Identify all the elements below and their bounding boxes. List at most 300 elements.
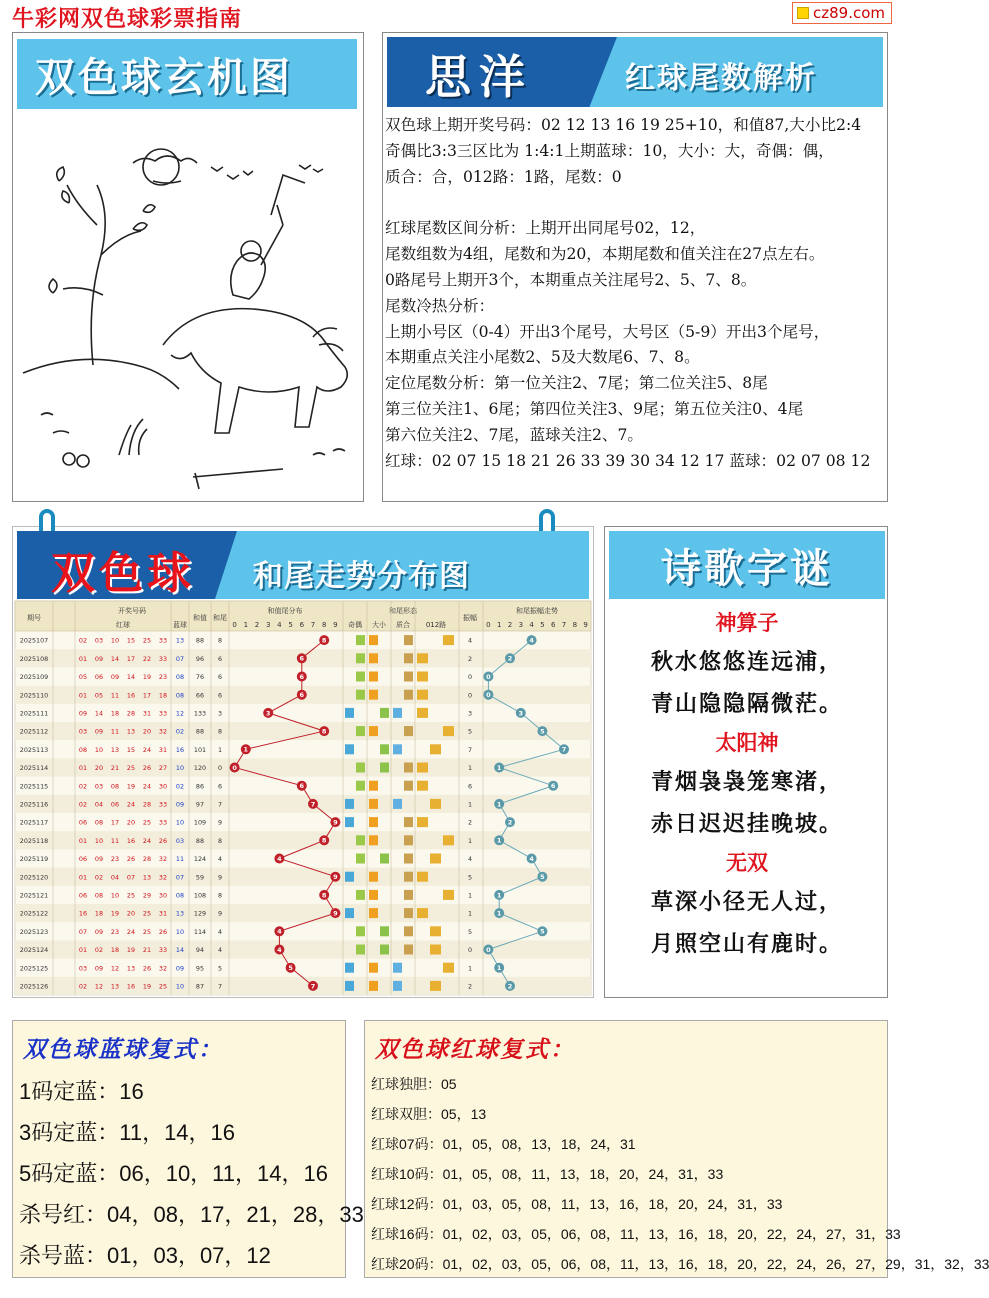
cell-red-ball: 09 xyxy=(94,727,104,736)
cell-tail: 4 xyxy=(217,855,223,864)
cell-red-ball: 19 xyxy=(110,909,120,918)
cell-amp: 4 xyxy=(467,855,473,864)
list-item: 红球双胆：05，13 xyxy=(371,1106,487,1122)
cell-amp: 1 xyxy=(467,764,473,773)
amp-ball-label: 5 xyxy=(540,727,545,736)
tail-ball-label: 7 xyxy=(310,982,316,991)
cell-odd-even-mark xyxy=(356,854,365,864)
cell-red-ball: 01 xyxy=(78,873,88,882)
analysis-line: 尾数冷热分析： xyxy=(385,296,495,315)
cell-big-small-mark xyxy=(369,908,378,918)
cell-sum: 59 xyxy=(195,873,205,882)
cell-big-small-mark xyxy=(369,781,378,791)
mystery-picture-panel xyxy=(12,32,364,502)
tail-ball-label: 4 xyxy=(277,945,282,954)
cell-big-small-mark xyxy=(369,835,378,845)
cell-period: 2025113 xyxy=(19,745,49,754)
cell-red-ball: 22 xyxy=(142,654,152,663)
cell-red-ball: 08 xyxy=(110,782,120,791)
cell-prime-mark xyxy=(404,690,413,700)
cell-big-small-mark xyxy=(380,854,389,864)
amp-ball-label: 1 xyxy=(496,891,502,900)
cell-red-ball: 13 xyxy=(126,727,136,736)
analysis-line: 红球尾数区间分析：上期开出同尾号02，12， xyxy=(385,219,706,238)
cell-road-mark xyxy=(430,926,441,936)
amp-ball-label: 5 xyxy=(540,873,545,882)
analysis-line: 定位尾数分析：第一位关注2、7尾；第二位关注5、8尾 xyxy=(385,374,768,393)
cell-red-ball: 18 xyxy=(94,909,104,918)
cell-odd-even-mark xyxy=(356,726,365,736)
cell-red-ball: 25 xyxy=(142,927,152,936)
cell-prime-mark xyxy=(404,635,413,645)
cell-tail: 6 xyxy=(217,654,223,663)
cell-period: 2025108 xyxy=(19,654,49,663)
logo-square-icon xyxy=(797,7,809,19)
poem-panel-title: 诗歌字谜 xyxy=(609,531,885,599)
cell-red-ball: 11 xyxy=(110,727,120,736)
trend-table xyxy=(13,601,593,997)
cell-prime-mark xyxy=(404,817,413,827)
cell-red-ball: 03 xyxy=(94,782,104,791)
amp-ball-label: 4 xyxy=(529,854,534,863)
cell-red-ball: 06 xyxy=(94,673,104,682)
cell-odd-even-mark xyxy=(356,672,365,682)
cell-sum: 94 xyxy=(195,946,205,955)
col-header-sum: 和值 xyxy=(193,614,207,622)
cell-blue-ball: 12 xyxy=(175,709,185,718)
digit-header: 5 xyxy=(540,621,545,629)
cell-tail: 4 xyxy=(217,946,223,955)
tree-icon xyxy=(63,185,141,365)
cell-blue-ball: 10 xyxy=(175,982,185,991)
cell-red-ball: 06 xyxy=(78,891,88,900)
red-compound-title: 双色球红球复式： xyxy=(375,1036,575,1063)
digit-header: 4 xyxy=(277,621,282,629)
poem-line: 草深小径无人过， xyxy=(650,889,843,915)
col-header-prime: 质合 xyxy=(396,621,410,629)
analysis-line: 奇偶比3:3三区比为 1:4:1上期蓝球：10，大小：大，奇偶：偶， xyxy=(385,141,834,160)
analysis-line: 上期小号区（0-4）开出3个尾号，大号区（5-9）开出3个尾号， xyxy=(385,322,830,341)
cell-red-ball: 19 xyxy=(142,982,152,991)
amp-ball-label: 2 xyxy=(507,982,513,991)
analysis-subtitle: 红球尾数解析 xyxy=(625,61,817,96)
cell-red-ball: 24 xyxy=(142,745,152,754)
cell-sum: 88 xyxy=(195,836,205,845)
cell-tail: 4 xyxy=(217,927,223,936)
cell-tail: 1 xyxy=(217,745,223,754)
list-item: 红球10码：01，05，08，11，13，18，20，24，31，33 xyxy=(371,1166,724,1182)
cell-prime-mark xyxy=(404,854,413,864)
cell-period: 2025116 xyxy=(19,800,49,809)
cell-big-small-mark xyxy=(369,872,378,882)
cell-red-ball: 28 xyxy=(142,855,152,864)
cell-red-ball: 18 xyxy=(158,691,168,700)
cell-red-ball: 18 xyxy=(110,709,120,718)
cell-red-ball: 09 xyxy=(78,709,88,718)
cell-road-mark xyxy=(443,835,454,845)
tail-ball-label: 4 xyxy=(277,854,282,863)
cell-red-ball: 16 xyxy=(78,909,88,918)
analysis-line: 0路尾号上期开3个，本期重点关注尾号2、5、7、8。 xyxy=(385,270,757,289)
cell-big-small-mark xyxy=(369,635,378,645)
cell-red-ball: 09 xyxy=(94,964,104,973)
cell-big-small-mark xyxy=(369,963,378,973)
cell-red-ball: 03 xyxy=(78,964,88,973)
cell-red-ball: 13 xyxy=(110,745,120,754)
cell-sum: 120 xyxy=(193,764,207,773)
tail-analysis-panel xyxy=(382,32,888,502)
cell-red-ball: 01 xyxy=(78,836,88,845)
amp-ball-label: 1 xyxy=(496,800,502,809)
amp-ball-label: 0 xyxy=(486,672,491,681)
col-header-amp: 振幅 xyxy=(463,614,477,622)
blue-compound-list xyxy=(19,1071,364,1276)
cell-amp: 5 xyxy=(467,927,473,936)
digit-header: 3 xyxy=(518,621,524,629)
cell-amp: 2 xyxy=(467,818,473,827)
digit-header: 0 xyxy=(486,621,491,629)
cell-odd-even-mark xyxy=(356,763,365,773)
cell-sum: 108 xyxy=(193,891,207,900)
tail-ball-label: 8 xyxy=(321,836,327,845)
cell-red-ball: 24 xyxy=(142,782,152,791)
cell-red-ball: 33 xyxy=(158,636,168,645)
cell-amp: 7 xyxy=(467,745,473,754)
cell-red-ball: 12 xyxy=(94,982,104,991)
cell-red-ball: 09 xyxy=(94,855,104,864)
cell-red-ball: 01 xyxy=(78,946,88,955)
cell-odd-even-mark xyxy=(345,981,354,991)
cell-road-mark xyxy=(430,981,441,991)
cell-sum: 87 xyxy=(195,982,205,991)
cell-red-ball: 32 xyxy=(158,873,168,882)
analysis-line: 第三位关注1、6尾；第四位关注3、9尾；第五位关注0、4尾 xyxy=(385,399,804,418)
tail-ball-label: 7 xyxy=(310,800,316,809)
cell-red-ball: 24 xyxy=(126,800,136,809)
amp-ball-label: 0 xyxy=(486,691,491,700)
cell-red-ball: 30 xyxy=(158,891,168,900)
digit-header: 4 xyxy=(529,621,534,629)
cell-odd-even-mark xyxy=(356,945,365,955)
amp-ball-label: 1 xyxy=(496,964,502,973)
cell-red-ball: 09 xyxy=(94,927,104,936)
mystery-picture-sketch xyxy=(13,115,363,501)
cell-tail: 0 xyxy=(217,764,223,773)
tail-ball-label: 3 xyxy=(265,709,271,718)
analysis-line: 质合：合，012路：1路，尾数：0 xyxy=(385,167,622,186)
cell-red-ball: 02 xyxy=(78,636,88,645)
cell-period: 2025120 xyxy=(19,873,49,882)
cell-big-small-mark xyxy=(380,945,389,955)
cell-period: 2025111 xyxy=(19,709,49,718)
cell-amp: 4 xyxy=(467,636,473,645)
cell-red-ball: 19 xyxy=(126,946,136,955)
cell-red-ball: 28 xyxy=(126,709,136,718)
cell-road-mark xyxy=(417,690,428,700)
digit-header: 2 xyxy=(254,621,260,629)
cell-sum: 124 xyxy=(193,855,207,864)
cell-tail: 9 xyxy=(217,873,223,882)
poem-heading: 无双 xyxy=(726,850,768,875)
cell-red-ball: 24 xyxy=(142,836,152,845)
analysis-author: 思洋 xyxy=(425,50,533,104)
site-logo-link[interactable] xyxy=(792,2,892,24)
cell-red-ball: 33 xyxy=(158,709,168,718)
cell-odd-even-mark xyxy=(356,690,365,700)
cell-red-ball: 26 xyxy=(142,764,152,773)
cell-prime-mark xyxy=(404,653,413,663)
cell-road-mark xyxy=(417,708,428,718)
cell-red-ball: 17 xyxy=(142,691,152,700)
col-header-red: 红球 xyxy=(116,621,130,629)
tail-ball-label: 8 xyxy=(321,727,327,736)
analysis-line: 第六位关注2、7尾，蓝球关注2、7。 xyxy=(385,425,643,444)
cell-big-small-mark xyxy=(369,672,378,682)
cell-red-ball: 20 xyxy=(142,727,152,736)
cell-blue-ball: 10 xyxy=(175,927,185,936)
col-header-tail: 和尾 xyxy=(213,614,227,622)
cell-prime-mark xyxy=(404,872,413,882)
cell-red-ball: 25 xyxy=(142,636,152,645)
cell-sum: 133 xyxy=(193,709,207,718)
cell-road-mark xyxy=(430,744,441,754)
tail-ball-label: 1 xyxy=(243,745,249,754)
cell-red-ball: 21 xyxy=(142,946,152,955)
col-header-tail-dist: 和值尾分布 xyxy=(267,607,303,615)
cell-blue-ball: 08 xyxy=(175,691,185,700)
cell-red-ball: 08 xyxy=(94,891,104,900)
cell-amp: 2 xyxy=(467,654,473,663)
digit-header: 9 xyxy=(583,621,588,629)
cell-amp: 1 xyxy=(467,964,473,973)
cell-red-ball: 15 xyxy=(126,745,136,754)
cell-amp: 5 xyxy=(467,727,473,736)
cell-prime-mark xyxy=(393,799,402,809)
cell-odd-even-mark xyxy=(356,653,365,663)
poem-heading: 太阳神 xyxy=(715,730,779,755)
cell-blue-ball: 13 xyxy=(175,636,185,645)
cell-red-ball: 03 xyxy=(94,636,104,645)
cell-period: 2025109 xyxy=(19,673,49,682)
red-compound-list xyxy=(371,1069,989,1279)
cell-road-mark xyxy=(430,854,441,864)
cell-red-ball: 03 xyxy=(78,727,88,736)
cell-odd-even-mark xyxy=(356,781,365,791)
cell-red-ball: 06 xyxy=(78,818,88,827)
cell-tail: 6 xyxy=(217,691,223,700)
cell-red-ball: 15 xyxy=(126,636,136,645)
cell-red-ball: 13 xyxy=(126,964,136,973)
cell-odd-even-mark xyxy=(345,908,354,918)
col-header-road: 012路 xyxy=(425,621,447,629)
cell-road-mark xyxy=(417,672,428,682)
cell-big-small-mark xyxy=(380,926,389,936)
cell-blue-ball: 13 xyxy=(175,909,185,918)
analysis-line: 尾数组数为4组，尾数和为20，本期尾数和值关注在27点左右。 xyxy=(385,245,825,264)
tail-ball-label: 6 xyxy=(299,691,305,700)
cell-prime-mark xyxy=(404,781,413,791)
cell-red-ball: 09 xyxy=(94,654,104,663)
cell-tail: 9 xyxy=(217,818,223,827)
cell-prime-mark xyxy=(404,890,413,900)
cell-road-mark xyxy=(430,945,441,955)
list-item: 红球12码：01，03，05，08，11，13，16，18，20，24，31，33 xyxy=(371,1196,783,1212)
analysis-line: 红球：02 07 15 18 21 26 33 39 30 34 12 17 蓝球：02 07 08 12 xyxy=(385,451,871,470)
digit-header: 3 xyxy=(265,621,271,629)
cell-red-ball: 26 xyxy=(142,964,152,973)
cell-red-ball: 06 xyxy=(78,855,88,864)
list-item: 3码定蓝：11，14，16 xyxy=(19,1120,236,1145)
cell-blue-ball: 16 xyxy=(175,745,185,754)
cell-blue-ball: 14 xyxy=(175,946,185,955)
cell-red-ball: 14 xyxy=(110,654,120,663)
cell-road-mark xyxy=(417,781,428,791)
analysis-text xyxy=(385,113,885,474)
digit-header: 8 xyxy=(321,621,327,629)
cell-red-ball: 05 xyxy=(94,691,104,700)
cell-amp: 1 xyxy=(467,800,473,809)
tail-ball-label: 6 xyxy=(299,782,305,791)
tail-ball-label: 9 xyxy=(333,818,338,827)
cell-road-mark xyxy=(417,763,428,773)
list-item: 杀号蓝：01，03，07，12 xyxy=(19,1243,271,1268)
cell-blue-ball: 08 xyxy=(175,891,185,900)
digit-header: 1 xyxy=(496,621,502,629)
cell-big-small-mark xyxy=(380,763,389,773)
cell-period: 2025125 xyxy=(19,964,49,973)
cell-red-ball: 11 xyxy=(110,691,120,700)
cell-tail: 8 xyxy=(217,891,223,900)
cell-road-mark xyxy=(417,872,428,882)
amp-ball-label: 6 xyxy=(550,782,556,791)
cell-road-mark xyxy=(443,963,454,973)
cell-tail: 7 xyxy=(217,800,223,809)
cell-red-ball: 31 xyxy=(158,745,168,754)
cell-amp: 1 xyxy=(467,836,473,845)
cell-road-mark xyxy=(443,726,454,736)
cell-red-ball: 23 xyxy=(110,927,120,936)
cell-odd-even-mark xyxy=(356,926,365,936)
cell-odd-even-mark xyxy=(345,963,354,973)
cell-period: 2025124 xyxy=(19,946,49,955)
cell-amp: 3 xyxy=(467,709,473,718)
cell-red-ball: 24 xyxy=(126,927,136,936)
cell-tail: 8 xyxy=(217,636,223,645)
amp-ball-label: 2 xyxy=(507,818,513,827)
cell-prime-mark xyxy=(404,945,413,955)
cell-red-ball: 16 xyxy=(126,982,136,991)
trend-banner xyxy=(17,531,589,599)
cell-red-ball: 02 xyxy=(78,782,88,791)
tail-ball-label: 8 xyxy=(321,891,327,900)
cell-red-ball: 01 xyxy=(78,654,88,663)
cell-red-ball: 07 xyxy=(126,873,136,882)
cell-tail: 8 xyxy=(217,836,223,845)
cell-blue-ball: 07 xyxy=(175,654,185,663)
cell-red-ball: 02 xyxy=(78,982,88,991)
cell-sum: 88 xyxy=(195,636,205,645)
poem-line: 青山隐隐隔微茫。 xyxy=(650,691,843,717)
cell-sum: 88 xyxy=(195,727,205,736)
cell-red-ball: 06 xyxy=(110,800,120,809)
trend-subtitle: 和尾走势分布图 xyxy=(253,559,470,594)
cell-odd-even-mark xyxy=(356,835,365,845)
cell-red-ball: 19 xyxy=(126,782,136,791)
cell-red-ball: 17 xyxy=(110,818,120,827)
page-title: 牛彩网双色球彩票指南 xyxy=(12,6,243,32)
moon-icon xyxy=(143,149,179,185)
cell-red-ball: 33 xyxy=(158,946,168,955)
list-item: 杀号红：04，08，17，21，28，33 xyxy=(19,1202,364,1227)
cell-tail: 9 xyxy=(217,909,223,918)
list-item: 5码定蓝：06，10，11，14，16 xyxy=(19,1161,328,1186)
cell-red-ball: 20 xyxy=(126,909,136,918)
cell-prime-mark xyxy=(404,763,413,773)
cell-red-ball: 30 xyxy=(158,782,168,791)
cell-red-ball: 09 xyxy=(110,673,120,682)
cell-red-ball: 25 xyxy=(126,764,136,773)
analysis-line: 本期重点关注小尾数2、5及大数尾6、7、8。 xyxy=(385,348,700,367)
cell-red-ball: 20 xyxy=(94,764,104,773)
poem-line: 秋水悠悠连远浦， xyxy=(650,649,843,675)
tail-ball-label: 6 xyxy=(299,654,305,663)
cell-prime-mark xyxy=(404,835,413,845)
amp-ball-label: 4 xyxy=(529,636,534,645)
cell-red-ball: 05 xyxy=(78,673,88,682)
cell-big-small-mark xyxy=(369,981,378,991)
mystery-picture-title: 双色球玄机图 xyxy=(17,39,357,109)
cell-big-small-mark xyxy=(380,744,389,754)
digit-header: 0 xyxy=(232,621,237,629)
cell-red-ball: 01 xyxy=(78,691,88,700)
amp-ball-label: 5 xyxy=(540,927,545,936)
cell-big-small-mark xyxy=(369,726,378,736)
cell-amp: 5 xyxy=(467,873,473,882)
poem-list xyxy=(605,605,889,965)
cell-sum: 76 xyxy=(195,673,205,682)
amp-ball-label: 2 xyxy=(507,654,513,663)
cell-red-ball: 13 xyxy=(110,982,120,991)
poem-line: 月照空山有鹿时。 xyxy=(650,931,843,957)
cell-period: 2025123 xyxy=(19,927,49,936)
col-header-odd-even: 奇偶 xyxy=(348,621,362,629)
cell-tail: 7 xyxy=(217,982,223,991)
cell-red-ball: 02 xyxy=(94,873,104,882)
cell-blue-ball: 02 xyxy=(175,782,185,791)
cell-road-mark xyxy=(417,817,428,827)
cell-red-ball: 01 xyxy=(78,764,88,773)
blue-compound-title: 双色球蓝球复式： xyxy=(23,1036,223,1063)
cell-sum: 109 xyxy=(193,818,207,827)
cell-red-ball: 12 xyxy=(110,964,120,973)
tail-ball-label: 4 xyxy=(277,927,282,936)
cell-blue-ball: 08 xyxy=(175,673,185,682)
trend-title: 双色球 xyxy=(51,548,195,599)
cell-blue-ball: 09 xyxy=(175,800,185,809)
cell-prime-mark xyxy=(393,981,402,991)
tail-ball-label: 8 xyxy=(321,636,327,645)
tail-ball-label: 6 xyxy=(299,672,305,681)
cell-tail: 6 xyxy=(217,782,223,791)
cell-amp: 6 xyxy=(467,782,473,791)
cell-red-ball: 04 xyxy=(94,800,104,809)
cell-red-ball: 21 xyxy=(110,764,120,773)
cell-red-ball: 25 xyxy=(126,891,136,900)
cell-road-mark xyxy=(417,653,428,663)
tail-ball-label: 0 xyxy=(232,763,237,772)
cell-prime-mark xyxy=(393,708,402,718)
cell-amp: 1 xyxy=(467,909,473,918)
